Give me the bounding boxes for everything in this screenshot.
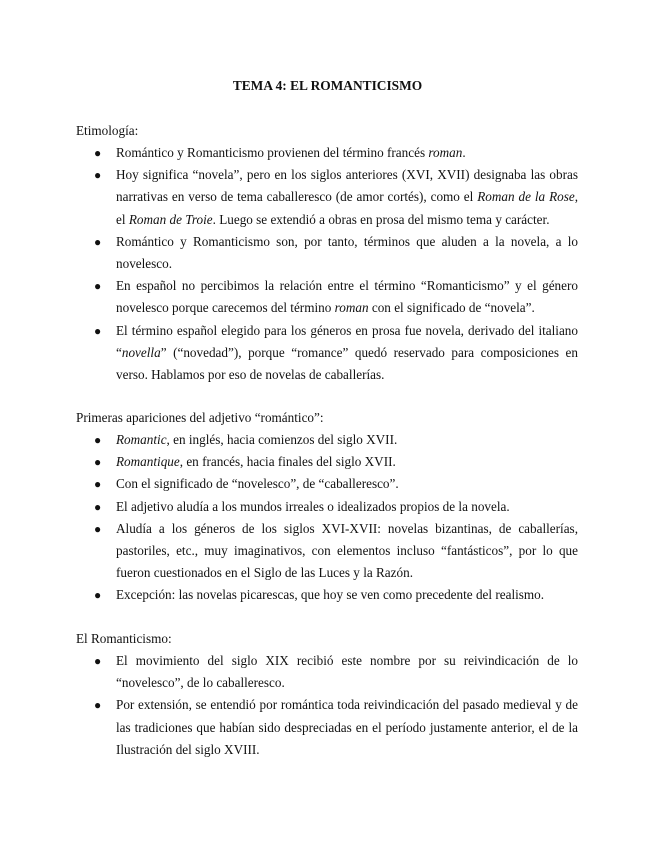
item-text: Por extensión, se entendió por romántica toda reivindicación del pasado medieval y de las tradiciones que habían sido despreciadas en el período justamente anterior, el de la Ilustración del siglo XVIII. bbox=[116, 697, 578, 757]
item-text: . Luego se extendió a obras en prosa del mismo tema y carácter. bbox=[212, 211, 550, 227]
list-item bbox=[76, 164, 578, 231]
list-item bbox=[76, 584, 578, 606]
item-text: El movimiento del siglo XIX recibió este nombre por su reivindicación de lo “novelesco”, de lo caballeresco. bbox=[116, 653, 578, 691]
item-text: En español no percibimos la relación entre el término “Romanticismo” y el género novelesco porque carecemos del término bbox=[116, 278, 578, 316]
list-item bbox=[76, 429, 578, 451]
italic-text: Romantic bbox=[116, 432, 167, 447]
bullet-icon: ● bbox=[94, 279, 102, 294]
item-text: , en inglés, hacia comienzos del siglo XVII. bbox=[166, 432, 398, 447]
list-item bbox=[76, 473, 578, 495]
bullet-icon: ● bbox=[94, 455, 102, 470]
italic-text: roman bbox=[428, 145, 463, 160]
list-item bbox=[76, 451, 578, 473]
section-el-romanticismo bbox=[76, 628, 578, 761]
bullet-icon: ● bbox=[94, 323, 102, 338]
item-text: , el bbox=[116, 189, 578, 227]
item-text: con el significado de “novela”. bbox=[368, 300, 535, 316]
list-item bbox=[76, 142, 578, 164]
italic-text: Roman de la Rose bbox=[477, 189, 575, 205]
bullet-list bbox=[76, 650, 578, 761]
bullet-icon: ● bbox=[94, 477, 102, 492]
item-text: Romántico y Romanticismo provienen del término francés bbox=[116, 145, 429, 160]
italic-text: novella bbox=[121, 344, 161, 360]
bullet-icon: ● bbox=[94, 146, 102, 160]
section-primeras-apariciones bbox=[76, 407, 578, 607]
section-etimologia bbox=[76, 120, 578, 386]
bullet-list bbox=[76, 429, 578, 607]
item-text: Excepción: las novelas picarescas, que hoy se ven como precedente del realismo. bbox=[116, 587, 545, 603]
item-text: Aludía a los géneros de los siglos XVI-XVII: novelas bizantinas, de caballerías, pastoriles, etc., muy imaginativos, con elementos incluso “fantásticos”, por lo que fueron cuestionados en el Siglo de las Luces y la Razón. bbox=[116, 520, 578, 581]
list-item bbox=[76, 650, 578, 694]
item-text: El término español elegido para los géneros en prosa fue novela, derivado del italiano “ bbox=[116, 322, 578, 360]
bullet-icon: ● bbox=[94, 168, 102, 183]
item-text: , en francés, hacia finales del siglo XVII. bbox=[179, 454, 396, 470]
bullet-icon: ● bbox=[94, 433, 102, 447]
bullet-list bbox=[76, 142, 578, 386]
bullet-icon: ● bbox=[94, 499, 102, 514]
item-text: Romántico y Romanticismo son, por tanto, términos que aluden a la novela, a lo novelesco. bbox=[116, 233, 578, 272]
bullet-icon: ● bbox=[94, 588, 102, 603]
section-heading: Primeras apariciones del adjetivo “romántico”: bbox=[76, 410, 324, 425]
bullet-icon: ● bbox=[94, 234, 102, 249]
section-heading: El Romanticismo: bbox=[76, 631, 172, 646]
list-item bbox=[76, 496, 578, 518]
list-item bbox=[76, 518, 578, 585]
item-text: . bbox=[462, 145, 466, 160]
bullet-icon: ● bbox=[94, 698, 102, 713]
italic-text: Romantique bbox=[116, 454, 180, 470]
italic-text: Roman de Troie bbox=[128, 211, 213, 227]
item-text: Con el significado de “novelesco”, de “caballeresco”. bbox=[116, 476, 399, 492]
list-item bbox=[76, 231, 578, 275]
bullet-icon: ● bbox=[94, 654, 102, 668]
list-item bbox=[76, 320, 578, 387]
item-text: ” (“novedad”), porque “romance” quedó reservado para composiciones en verso. Hablamos por eso de novelas de caballerías. bbox=[116, 344, 578, 383]
page-title: TEMA 4: EL ROMANTICISMO bbox=[232, 78, 423, 93]
item-text: Hoy significa “novela”, pero en los siglos anteriores (XVI, XVII) designaba las obras narrativas en verso de tema caballeresco (de amor cortés), como el bbox=[116, 167, 578, 205]
list-item bbox=[76, 275, 578, 319]
section-heading: Etimología: bbox=[76, 123, 139, 138]
bullet-icon: ● bbox=[94, 521, 102, 536]
list-item bbox=[76, 694, 578, 761]
italic-text: roman bbox=[334, 300, 369, 316]
item-text: El adjetivo aludía a los mundos irreales o idealizados propios de la novela. bbox=[116, 498, 510, 514]
